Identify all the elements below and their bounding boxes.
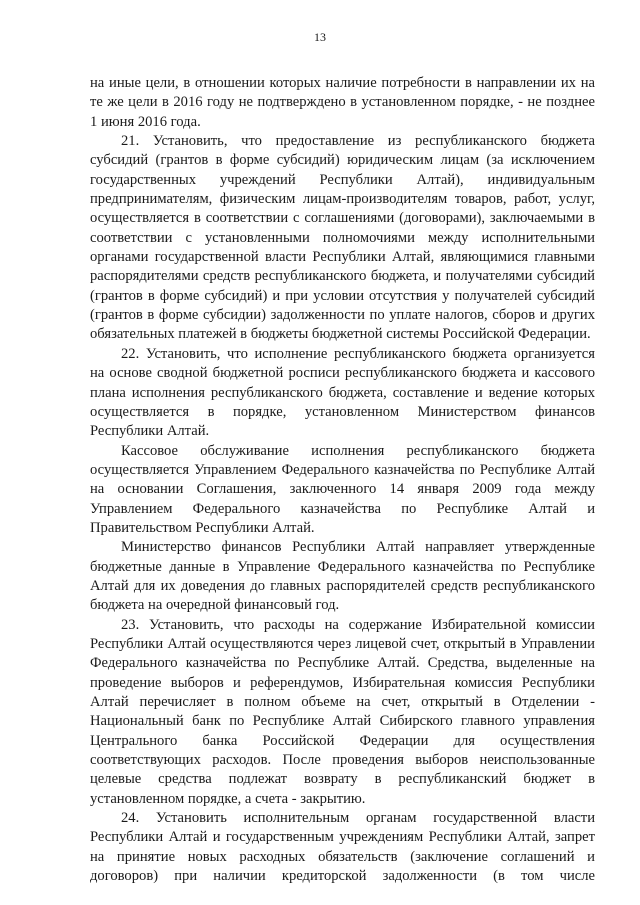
paragraph-ministry-finance: Министерство финансов Республики Алтай направляет утвержденные бюджетные данные в Управление Федерального казначейства по Республике Алтай для их доведения до главных распорядителей средств республиканского бюджета на очередной финансовый год. (90, 539, 595, 614)
paragraph-continuation: на иные цели, в отношении которых наличие потребности в направлении их на те же цели в 2016 году не подтверждено в установленном порядке, - не позднее 1 июня 2016 года. (90, 75, 595, 130)
document-body (90, 74, 595, 886)
paragraph-22: 22. Установить, что исполнение республиканского бюджета организуется на основе сводной бюджетной росписи республиканского бюджета и кассового плана исполнения республиканского бюджета, составление и ведение которых осуществляется в порядке, установленном Министерством финансов Республики Алтай. (90, 345, 595, 440)
paragraph-24: 24. Установить исполнительным органам государственной власти Республики Алтай и государственным учреждениям Республики Алтай, запрет на принятие новых расходных обязательств (заключение соглашений и договоров) при наличии кредиторской задолженности (в том числе (90, 810, 595, 885)
paragraph-cash-service: Кассовое обслуживание исполнения республиканского бюджета осуществляется Управлением Федерального казначейства по Республике Алтай на основании Соглашения, заключенного 14 января 2009 года между Управлением Федерального казначейства по Республике Алтай и Правительством Республики Алтай. (90, 442, 595, 536)
paragraph-21: 21. Установить, что предоставление из республиканского бюджета субсидий (грантов в форме субсидий) юридическим лицам (за исключением государственных учреждений Республики Алтай), индивидуальным предпринимателям, физическим лицам-производителям товаров, работ, услуг, осуществляется в соответствии с соглашениями (договорами), заключаемыми в соответствии с установленными полномочиями между исполнительными органами государственной власти Республики Алтай, являющимися главными распорядителями средств республиканского бюджета, и получателями субсидий (грантов в форме субсидий) и при условии отсутствия у получателей субсидий (грантов в форме субсидии) задолженности по уплате налогов, сборов и других обязательных платежей в бюджеты бюджетной системы Российской Федерации. (90, 133, 595, 343)
page-number: 13 (314, 30, 326, 44)
paragraph-23: 23. Установить, что расходы на содержание Избирательной комиссии Республики Алтай осуществляются через лицевой счет, открытый в Управлении Федерального казначейства по Республике Алтай. Средства, выделенные на проведение выборов и референдумов, Избирательная комиссия Республики Алтай перечисляет в полном объеме на счет, открытый в Отделении - Национальный банк по Республике Алтай Сибирского главного управления Центрального банка Российской Федерации для осуществления соответствующих расходов. После проведения выборов неиспользованные целевые средства подлежат возврату в республиканский бюджет в установленном порядке, а счета - закрытию. (90, 616, 595, 807)
